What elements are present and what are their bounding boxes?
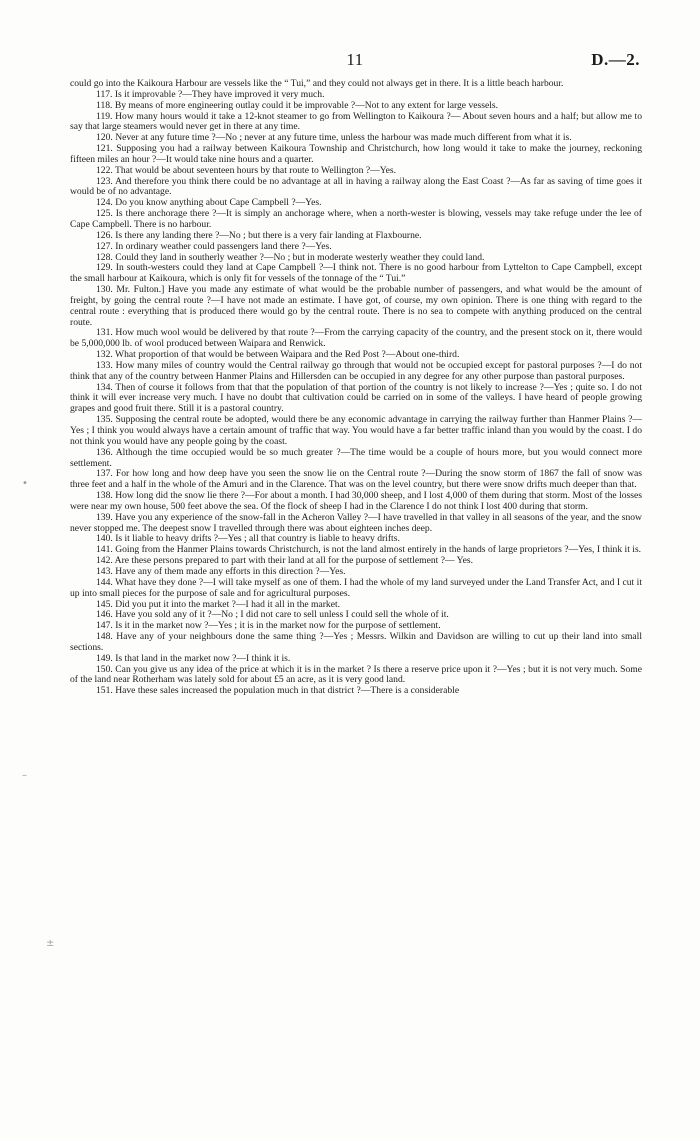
page-header bbox=[72, 50, 638, 74]
question-150: 150. Can you give us any idea of the price at which it is in the market ? Is there a reserve price upon it ?—Yes ; but it is not very much. Some of the land near Rotherham was lately sold for about £5 an acre, as it is very good land. bbox=[70, 663, 642, 686]
transcript-body bbox=[70, 79, 642, 697]
document-reference: D.—2. bbox=[591, 50, 640, 69]
margin-tick: ± bbox=[46, 938, 55, 949]
question-145: 145. Did you put it into the market ?—I had it all in the market. bbox=[96, 598, 341, 610]
question-124: 124. Do you know anything about Cape Campbell ?—Yes. bbox=[96, 197, 322, 209]
margin-dash: – bbox=[22, 770, 27, 781]
question-133: 133. How many miles of country would the Central railway go through that would not be occupied except for pastoral purposes ?—I do not think that any of the country between Hanmer Plains and Hillersden can be occupied in any degree for any other purpose than pastoral purposes. bbox=[70, 359, 642, 382]
question-136: 136. Although the time occupied would be so much greater ?—The time would be a couple of hours more, but you would connect more settlement. bbox=[70, 446, 642, 469]
question-149: 149. Is that land in the market now ?—I think it is. bbox=[96, 652, 291, 664]
paragraph-continuation: could go into the Kaikoura Harbour are vessels like the “ Tui,” and they could not always get in there. It is a little beach harbour. bbox=[70, 78, 564, 89]
question-138: 138. How long did the snow lie there ?—For about a month. I had 30,000 sheep, and I lost 4,000 of them during that storm. Most of the losses were near my own house, 500 feet above the sea. Of the flock of sheep I had in the Clarence I do not think I lost 400 during that storm. bbox=[70, 490, 642, 512]
question-131: 131. How much wool would be delivered by that route ?—From the carrying capacity of the country, and the present stock on it, there would be 5,000,000 lb. of wool produced between Waipara and Renwick. bbox=[70, 327, 642, 350]
question-132: 132. What proportion of that would be between Waipara and the Red Post ?—About one-third. bbox=[96, 349, 460, 361]
question-129: 129. In south-westers could they land at Cape Campbell ?—I think not. There is no good harbour from Lyttelton to Cape Campbell, except the small harbour at Kaikoura, which is only fit for vessels of the tonnage of the “ Tui.” bbox=[70, 262, 642, 285]
question-134: 134. Then of course it follows from that that the population of that portion of the country is not likely to increase ?—Yes ; quite so. I do not think it will ever increase very much. I have no doubt that cultivation could be carried on in some of the valleys. I have heard of people growing grapes and good fruit there. Still it is a pastoral country. bbox=[70, 381, 642, 415]
question-144: 144. What have they done ?—I will take myself as one of them. I had the whole of my land surveyed under the Land Transfer Act, and I cut it up into small pieces for the purpose of sale and for agricultural purposes. bbox=[70, 576, 642, 599]
question-130: 130. Mr. Fulton.] Have you made any estimate of what would be the probable number of passengers, and what would be the amount of freight, by going the central route ?—I have not made an estimate. I have got, of course, my own opinion. There is one thing with regard to the central route : everything that is produced there would go by the central route. There is no sea to compete with anything produced on the central route. bbox=[70, 284, 642, 328]
question-142: 142. Are these persons prepared to part with their land at all for the purpose of settlement ?— Yes. bbox=[96, 555, 473, 567]
question-119: 119. How many hours would it take a 12-knot steamer to go from Wellington to Kaikoura ?— About seven hours and a half; but allow me to say that large steamers would never get in there at any time. bbox=[70, 110, 642, 133]
question-118: 118. By means of more engineering outlay could it be improvable ?—Not to any extent for large vessels. bbox=[96, 99, 499, 111]
question-128: 128. Could they land in southerly weather ?—No ; but in moderate westerly weather they could land. bbox=[96, 251, 485, 263]
question-146: 146. Have you sold any of it ?—No ; I did not care to sell unless I could sell the whole of it. bbox=[96, 609, 449, 621]
question-120: 120. Never at any future time ?—No ; never at any future time, unless the harbour was made much different from what it is. bbox=[96, 132, 572, 144]
question-123: 123. And therefore you think there could be no advantage at all in having a railway along the East Coast ?—As far as saving of time goes it would be of no advantage. bbox=[70, 175, 642, 198]
question-135: 135. Supposing the central route be adopted, would there be any economic advantage in carrying the railway further than Hanmer Plains ?—Yes ; I think you would always have a certain amount of traffic that way. You would have a far better traffic inland than you would by the coast. I do not think you would have any people going by the coast. bbox=[70, 414, 642, 447]
question-117: 117. Is it improvable ?—They have improved it very much. bbox=[96, 88, 325, 100]
question-127: 127. In ordinary weather could passengers land there ?—Yes. bbox=[96, 240, 332, 252]
margin-dot: • bbox=[22, 478, 28, 489]
question-137: 137. For how long and how deep have you seen the snow lie on the Central route ?—During the snow storm of 1867 the fall of snow was three feet and a half in the whole of the Amuri and in the Clarence. That was on the level country, but there were snow drifts much deeper than that. bbox=[70, 468, 642, 491]
question-121: 121. Supposing you had a railway between Kaikoura Township and Christchurch, how long would it take to make the journey, reckoning fifteen miles an hour ?—It would take nine hours and a quarter. bbox=[70, 143, 642, 165]
question-139: 139. Have you any experience of the snow-fall in the Acheron Valley ?—I have travelled in that valley in all seasons of the year, and the snow never stopped me. The deepest snow I travelled through there was about eighteen inches deep. bbox=[70, 511, 642, 534]
page-number: 11 bbox=[346, 50, 364, 69]
question-141: 141. Going from the Hanmer Plains towards Christchurch, is not the land almost entirely in the hands of large proprietors ?—Yes, I think it is. bbox=[96, 544, 642, 556]
question-151: 151. Have these sales increased the population much in that district ?—There is a considerable bbox=[96, 685, 460, 697]
question-147: 147. Is it in the market now ?—Yes ; it is in the market now for the purpose of settlement. bbox=[96, 620, 441, 632]
question-126: 126. Is there any landing there ?—No ; but there is a very fair landing at Flaxbourne. bbox=[96, 229, 422, 241]
question-143: 143. Have any of them made any efforts in this direction ?—Yes. bbox=[96, 565, 346, 577]
question-125: 125. Is there anchorage there ?—It is simply an anchorage where, when a north-wester is blowing, vessels may take refuge under the lee of Cape Campbell. There is no harbour. bbox=[70, 208, 642, 230]
question-140: 140. Is it liable to heavy drifts ?—Yes ; all that country is liable to heavy drifts. bbox=[96, 533, 400, 545]
question-122: 122. That would be about seventeen hours by that route to Wellington ?—Yes. bbox=[96, 164, 397, 176]
question-148: 148. Have any of your neighbours done the same thing ?—Yes ; Messrs. Wilkin and Davidson are willing to cut up their land into small sections. bbox=[70, 631, 642, 653]
